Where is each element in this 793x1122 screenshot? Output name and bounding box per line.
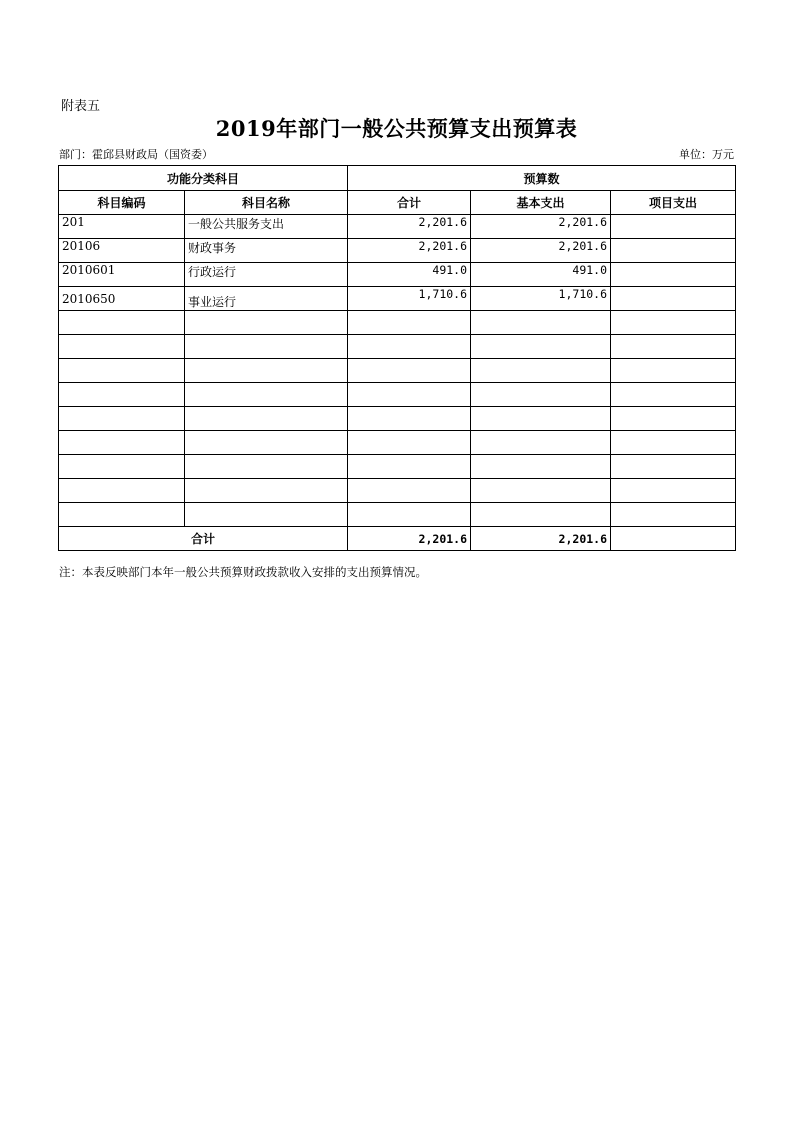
attachment-label: 附表五 <box>61 99 101 114</box>
empty-row <box>59 383 736 407</box>
row-basic: 2,201.6 <box>471 215 611 239</box>
empty-row <box>59 479 736 503</box>
row-total: 1,710.6 <box>348 287 471 311</box>
budget-table <box>58 165 736 551</box>
empty-row <box>59 455 736 479</box>
empty-row <box>59 359 736 383</box>
summary-project <box>611 527 736 551</box>
table-row <box>59 215 736 239</box>
summary-row <box>59 527 736 551</box>
row-name: 财政事务 <box>185 239 348 263</box>
row-code: 201 <box>59 215 185 239</box>
basic-column-header: 基本支出 <box>471 191 611 215</box>
empty-row <box>59 311 736 335</box>
row-project <box>611 239 736 263</box>
project-column-header: 项目支出 <box>611 191 736 215</box>
row-basic: 491.0 <box>471 263 611 287</box>
footnote: 注：本表反映部门本年一般公共预算财政拨款收入安排的支出预算情况。 <box>59 565 427 579</box>
department-label: 部门：霍邱县财政局（国资委） <box>59 148 213 161</box>
empty-row <box>59 407 736 431</box>
row-total: 2,201.6 <box>348 215 471 239</box>
summary-label: 合计 <box>59 527 348 551</box>
empty-row <box>59 335 736 359</box>
unit-label: 单位：万元 <box>679 148 734 161</box>
table-row <box>59 263 736 287</box>
table-row <box>59 287 736 311</box>
table-column-header-row <box>59 191 736 215</box>
row-code: 2010601 <box>59 263 185 287</box>
summary-basic: 2,201.6 <box>471 527 611 551</box>
row-project <box>611 287 736 311</box>
row-code: 20106 <box>59 239 185 263</box>
budget-header: 预算数 <box>348 166 736 191</box>
table-row <box>59 239 736 263</box>
row-basic: 1,710.6 <box>471 287 611 311</box>
row-project <box>611 263 736 287</box>
code-column-header: 科目编码 <box>59 191 185 215</box>
table-group-header-row <box>59 166 736 191</box>
row-total: 491.0 <box>348 263 471 287</box>
name-column-header: 科目名称 <box>185 191 348 215</box>
summary-total: 2,201.6 <box>348 527 471 551</box>
empty-row <box>59 503 736 527</box>
page-title: 2019年部门一般公共预算支出预算表 <box>215 116 578 141</box>
row-basic: 2,201.6 <box>471 239 611 263</box>
empty-row <box>59 431 736 455</box>
row-total: 2,201.6 <box>348 239 471 263</box>
row-name: 一般公共服务支出 <box>185 215 348 239</box>
row-project <box>611 215 736 239</box>
total-column-header: 合计 <box>348 191 471 215</box>
function-class-header: 功能分类科目 <box>59 166 348 191</box>
row-name: 事业运行 <box>185 287 348 311</box>
row-name: 行政运行 <box>185 263 348 287</box>
row-code: 2010650 <box>59 287 185 311</box>
